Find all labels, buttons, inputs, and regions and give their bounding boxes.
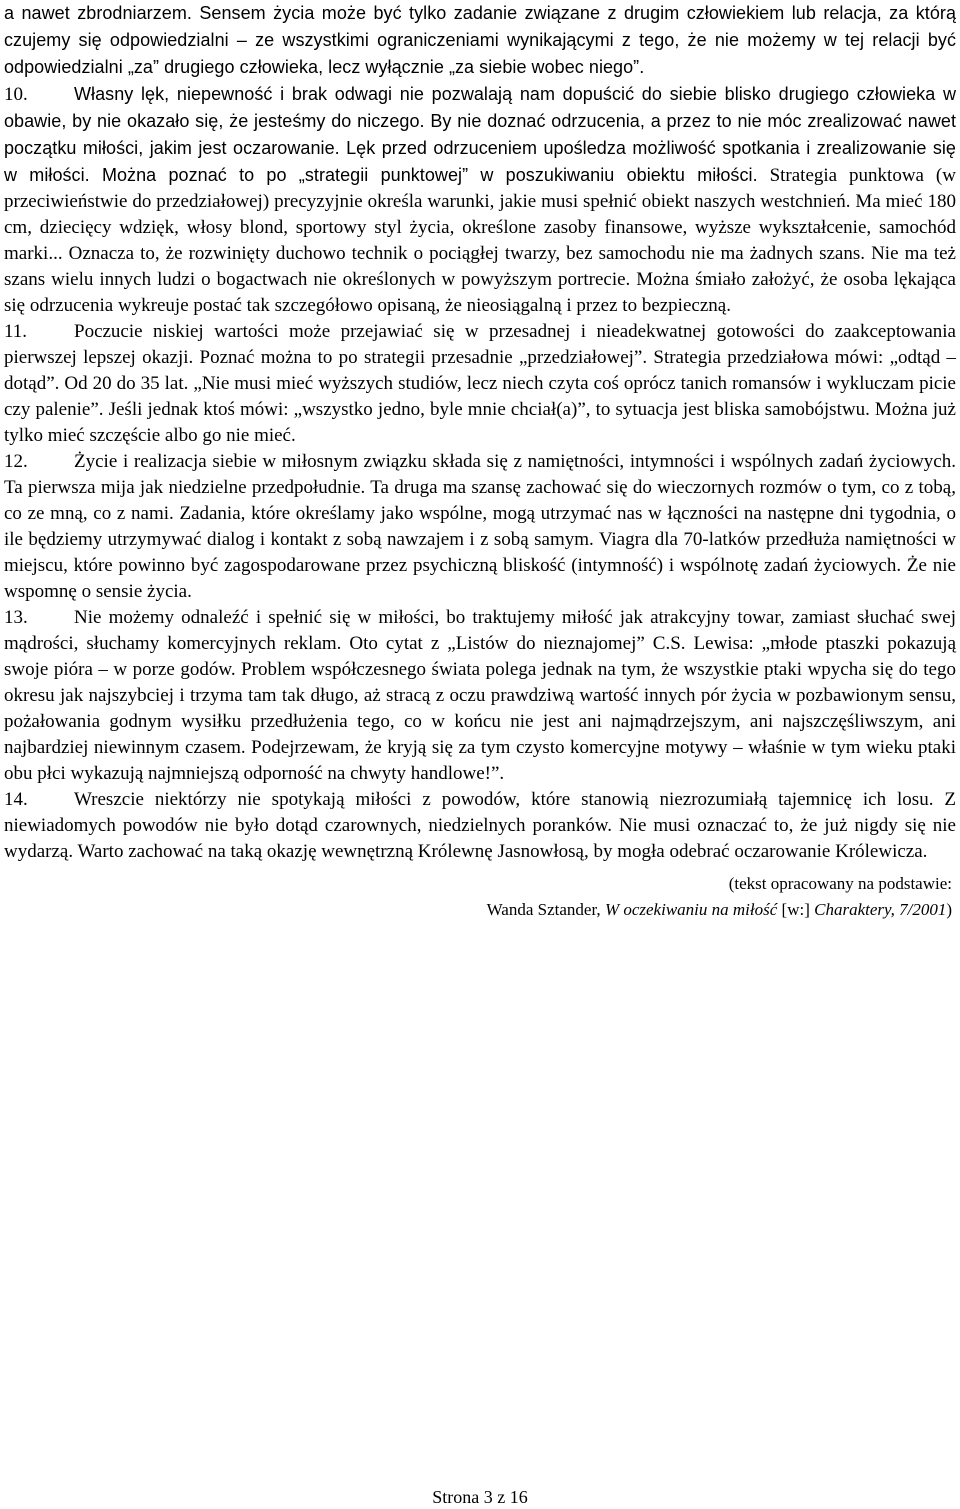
paragraph-10 bbox=[4, 81, 956, 319]
paragraph-text: Strategia punktowa (w przeciwieństwie do przedziałowej) precyzyjnie określa warunki, jakie musi spełnić obiekt naszych westchnień. Ma mieć 180 cm, dziecięcy wdzięk, włosy blond, sportowy styl życia, określone zasoby finansowe, wyższe wykształcenie, samochód marki... Oznacza to, że rozwinięty duchowo technik o pociągłej twarzy, bez samochodu nie ma żadnych szans. Nie ma też szans wielu innych ludzi o bogactwach nie określonych w powyższym portrecie. Można śmiało założyć, że osoba lękająca się odrzucenia wykreuje postać tak szczegółowo opisaną, że nieosiągalną i przez to bezpieczną. bbox=[4, 165, 956, 316]
paragraph-text-sans: Własny lęk, niepewność i brak odwagi nie pozwalają nam dopuścić do siebie blisko drugiego człowieka w obawie, by nie okazało się, że jesteśmy do niczego. By nie doznać odrzucenia, a przez to nie móc zrealizować nawet początku miłości, jakim jest oczarowanie. Lęk przed odrzuceniem upośledza możliwość spotkania i zrealizowanie się w miłości. Można poznać to po „strategii punktowej” w poszukiwaniu obiektu miłości. bbox=[4, 84, 956, 185]
source-title: W oczekiwaniu na miłość bbox=[604, 900, 778, 919]
paragraph-14 bbox=[4, 787, 956, 865]
paragraph-text: Życie i realizacja siebie w miłosnym związku składa się z namiętności, intymności i wspólnych zadań życiowych. Ta pierwsza mija jak niedzielne przedpołudnie. Ta druga ma szansę zachować się do wieczornych rozmów o tym, co z tobą, co ze mną, co z nami. Zadania, które określamy jako wspólne, mogą utrzymać nas w łączności na następne dni tygodnia, o ile będziemy utrzymywać dialog i kontakt z sobą nawzajem i z sobą samym. Viagra dla 70-latków przedłuża namiętności w miejscu, które powinno być zagospodarowane przez psychiczną bliskość (intymność) i wspólnotę zadań życiowych. Że nie wspomnę o sensie życia. bbox=[4, 451, 956, 602]
paragraph-text: Nie możemy odnaleźć i spełnić się w miłości, bo traktujemy miłość jak atrakcyjny towar, zamiast słuchać swej mądrości, słuchamy komercyjnych reklam. Oto cytat z „Listów do nieznajomej” C.S. Lewisa: „młode ptaszki pokazują swoje pióra – w porze godów. Problem współczesnego świata polega jednak na tym, że wszystkie ptaki wpycha się do tego okresu jak najszybciej i trzyma tam tak długo, aż stracą z oczu prawdziwą wartość innych pór życia w pozbawionym sensu, pożałowania godnym wysiłku przedłużenia tego, co w końcu nie jest ani najmądrzejszym, ani najszczęśliwszym, ani najbardziej niewinnym czasem. Podejrzewam, że kryją się za tym czysto komercyjne motywy – właśnie w tym wieku ptaki obu płci wykazują najmniejszą odporność na chwyty handlowe!”. bbox=[4, 607, 956, 784]
paragraph-number: 14. bbox=[4, 789, 28, 810]
paragraph-text: Poczucie niskiej wartości może przejawiać się w przesadnej i nieadekwatnej gotowości do zaakceptowania pierwszej lepszej okazji. Poznać można to po strategii przesadnie „przedziałowej”. Strategia przedziałowa mówi: „odtąd – dotąd”. Od 20 do 35 lat. „Nie musi mieć wyższych studiów, lecz niech czyta coś oprócz tanich romansów i wykluczam picie czy palenie”. Jeśli jednak ktoś mówi: „wszystko jedno, byle mnie chciał(a)”, to sytuacja jest bliska samobójstwu. Można już tylko mieć szczęście albo go nie mieć. bbox=[4, 321, 956, 446]
source-note-line-2 bbox=[4, 897, 956, 923]
intro-paragraph bbox=[4, 0, 956, 81]
paragraph-13 bbox=[4, 605, 956, 787]
source-author: Wanda Sztander, bbox=[486, 900, 605, 919]
paragraph-number: 13. bbox=[4, 607, 28, 628]
source-note-line-1: (tekst opracowany na podstawie: bbox=[728, 874, 952, 893]
paragraph-number: 10. bbox=[4, 84, 28, 105]
document-page bbox=[4, 0, 956, 923]
page-number: Strona 3 z 16 bbox=[432, 1487, 528, 1507]
source-in: [w:] bbox=[777, 900, 815, 919]
paragraph-number: 12. bbox=[4, 451, 28, 472]
source-journal: Charaktery, 7/2001 bbox=[814, 900, 947, 919]
paragraph-12 bbox=[4, 449, 956, 605]
paragraph-number: 11. bbox=[4, 321, 28, 342]
paragraph-text: Wreszcie niektórzy nie spotykają miłości z powodów, które stanowią niezrozumiałą tajemnicę ich losu. Z niewiadomych powodów nie było dotąd czarownych, niedzielnych poranków. Nie musi oznaczać to, że już nigdy się nie wydarzą. Warto zachować na taką okazję wewnętrzną Królewnę Jasnowłosą, by mogła odebrać oczarowanie Królewicza. bbox=[4, 789, 956, 862]
paragraph-11 bbox=[4, 319, 956, 449]
intro-text: a nawet zbrodniarzem. Sensem życia może być tylko zadanie związane z drugim człowiekiem lub relacja, za którą czujemy się odpowiedzialni – ze wszystkimi ograniczeniami wynikającymi z tego, że nie możemy w tej relacji być odpowiedzialni „za” drugiego człowieka, lecz wyłącznie „za siebie wobec niego”. bbox=[4, 3, 956, 77]
source-close: ) bbox=[946, 900, 952, 919]
